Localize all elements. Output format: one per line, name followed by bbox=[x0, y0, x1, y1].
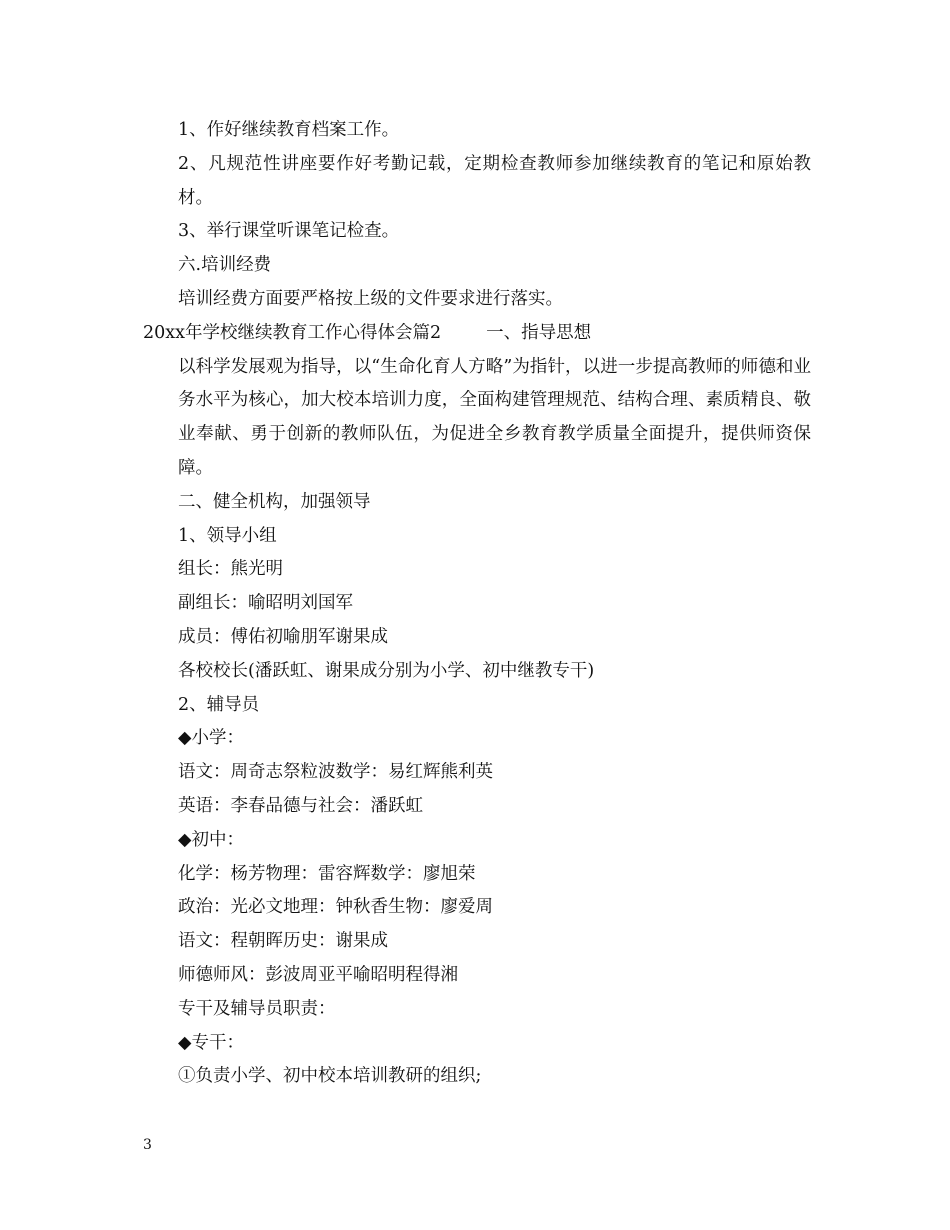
subheading-leadership-group: 1、领导小组 bbox=[178, 525, 277, 546]
specialist-label: ◆专干： bbox=[178, 1032, 244, 1053]
members-line: 成员：傅佑初喻朋军谢果成 bbox=[178, 626, 388, 647]
page-number: 3 bbox=[143, 1137, 152, 1153]
paragraph-3: 3、举行课堂听课笔记检查。 bbox=[178, 221, 400, 242]
ethics-line: 师德师风：彭波周亚平喻昭明程得湘 bbox=[178, 964, 458, 985]
paragraph-guiding-idea: 以科学发展观为指导，以“生命化育人方略”为指针，以进一步提高教师的师德和业务水平为核心，加大校本培训力度，全面构建管理规范、结构合理、素质精良、敬业奉献、勇于创新的教师队伍，为促进全乡教育教学质量全面提升，提供师资保障。 bbox=[178, 356, 811, 478]
principals-line: 各校校长(潘跃虹、谢果成分别为小学、初中继教专干) bbox=[178, 660, 595, 681]
paragraph-2: 2、凡规范性讲座要作好考勤记载，定期检查教师参加继续教育的笔记和原始教材。 bbox=[178, 153, 811, 208]
middle-chinese-history-line: 语文：程朝晖历史：谢果成 bbox=[178, 931, 388, 952]
leader-line: 组长：熊光明 bbox=[178, 559, 283, 580]
article-title-line bbox=[143, 317, 811, 351]
primary-school-label: ◆小学： bbox=[178, 728, 244, 749]
duty-item-1: ①负责小学、初中校本培训教研的组织; bbox=[178, 1066, 482, 1087]
middle-politics-geo-bio-line: 政治：光必文地理：钟秋香生物：廖爱周 bbox=[178, 897, 493, 918]
subheading-counselors: 2、辅导员 bbox=[178, 694, 260, 715]
middle-school-label: ◆初中： bbox=[178, 829, 244, 850]
deputy-leader-line: 副组长：喻昭明刘国军 bbox=[178, 593, 353, 614]
primary-english-moral-line: 英语：李春品德与社会：潘跃虹 bbox=[178, 795, 423, 816]
duties-heading: 专干及辅导员职责： bbox=[178, 998, 336, 1019]
primary-chinese-math-line: 语文：周奇志祭粒波数学：易红辉熊利英 bbox=[178, 762, 493, 783]
section-heading-guiding-idea: 一、指导思想 bbox=[486, 322, 592, 343]
middle-chem-phys-math-line: 化学：杨芳物理：雷容辉数学：廖旭荣 bbox=[178, 863, 476, 884]
document-body bbox=[143, 114, 811, 1094]
article-title: 20xx年学校继续教育工作心得体会篇2 bbox=[143, 322, 442, 343]
paragraph-funding: 培训经费方面要严格按上级的文件要求进行落实。 bbox=[178, 288, 563, 309]
section-heading-organization: 二、健全机构，加强领导 bbox=[178, 491, 371, 512]
paragraph-1: 1、作好继续教育档案工作。 bbox=[178, 120, 400, 140]
section-heading-funding: 六.培训经费 bbox=[178, 255, 272, 276]
